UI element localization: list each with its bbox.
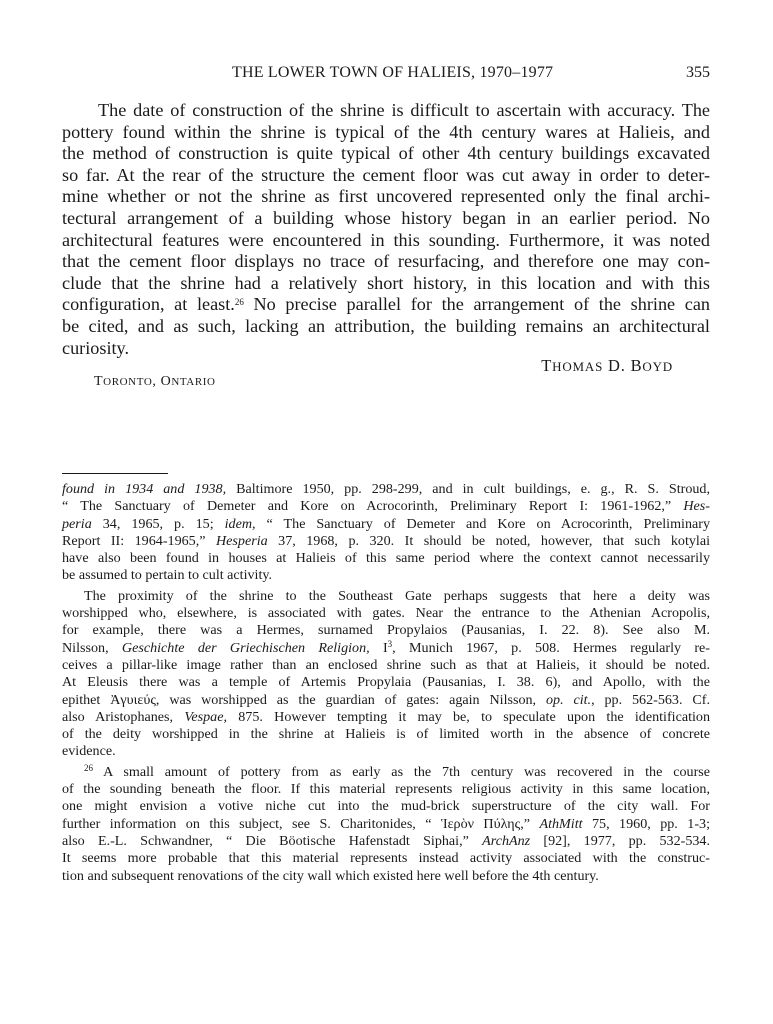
italic-run: idem,	[224, 515, 256, 532]
footnote-line: ceives a pillar-like image rather than an enclosed shrine such as that at Halieis, it should be noted.	[62, 656, 710, 673]
text-run: 34, 1965, p. 15;	[91, 515, 225, 532]
body-line	[62, 294, 710, 316]
text-run: “ The Sanctuary of Demeter and Kore on Acrocorinth, Preliminary Report I: 1961-1962,”	[62, 498, 672, 515]
city-smallcaps: ORONTO	[103, 376, 153, 388]
text-run: ,”	[520, 815, 540, 832]
footnote-line	[62, 481, 710, 498]
italic-run: Hes-	[671, 498, 710, 515]
text-run: also E.-L. Schwandner, “ Die Böotische Hafenstadt Siphai,”	[62, 832, 483, 849]
body-line: clude that the shrine had a relatively short history, in this location and with this	[62, 272, 710, 293]
italic-run: Hesperia	[215, 532, 268, 549]
footnote-line	[62, 764, 710, 781]
footnote-line	[62, 709, 710, 726]
author-initial: T	[541, 356, 553, 375]
body-line: so far. At the rear of the structure the cement floor was cut away in order to deter-	[62, 164, 710, 185]
text-run: Nilsson,	[62, 639, 122, 656]
body-line: that the cement floor displays no trace of resurfacing, and therefore one may con-	[62, 251, 710, 272]
footnote-line: The proximity of the shrine to the Southeast Gate perhaps suggests that here a deity was	[84, 587, 710, 604]
italic-run: peria	[62, 515, 92, 532]
footnote-line	[62, 533, 710, 550]
footnote-line	[62, 516, 710, 533]
text-run: , was worshipped as the guardian of gates: again Nilsson,	[155, 691, 546, 708]
page-number: 355	[686, 64, 710, 81]
footnote-line	[62, 816, 710, 833]
footnote-line: of the sounding beneath the floor. If this material represents religious activity in this same location,	[62, 781, 710, 798]
body-line: tectural arrangement of a building whose history began in an earlier period. No	[62, 207, 710, 228]
text-run: 75, 1960, pp. 1-3;	[582, 815, 710, 832]
footnote-line: have also been found in houses at Halieis of this same period where the context cannot necessarily	[62, 550, 710, 567]
italic-run: op. cit.	[545, 691, 592, 708]
text-run: further information on this subject, see S. Charitonides, “	[62, 815, 441, 832]
body-line: curiosity.	[62, 337, 130, 358]
footnote-line	[62, 640, 710, 657]
text-run: Report II: 1964-1965,”	[62, 532, 216, 549]
italic-run: Geschichte der Griechischen Religion,	[121, 639, 370, 656]
footnote-line: worshipped who, elsewhere, is associated with gates. Near the entrance to the Athenian Acropolis,	[62, 605, 710, 622]
footnote-line	[62, 692, 710, 709]
italic-run: found in 1934 and 1938,	[62, 481, 227, 497]
body-line: pottery found within the shrine is typical of the 4th century wares at Halieis, and	[62, 121, 710, 142]
body-line: mine whether or not the shrine as first uncovered represented only the final archi-	[62, 186, 710, 207]
greek-run: Ἀγυιεύς	[110, 691, 156, 708]
footnote-line: It seems more probable that this material represents instead activity associated with the construc-	[62, 850, 710, 867]
italic-run: ArchAnz	[482, 832, 531, 849]
text-run: , pp. 562-563. Cf.	[591, 691, 711, 708]
running-title: THE LOWER TOWN OF HALIEIS, 1970–1977	[232, 64, 554, 81]
author-smallcaps: OYD	[642, 359, 673, 374]
footnote-line: At Eleusis there was a temple of Artemis Propylaia (Pausanias, I. 38. 6), and Apollo, with the	[62, 674, 710, 691]
footnotes	[62, 481, 710, 885]
separator: ,	[152, 374, 161, 389]
author-name	[541, 356, 673, 376]
footnote-rule	[62, 473, 168, 474]
author-initial: B	[630, 356, 643, 375]
main-paragraph	[62, 100, 710, 359]
body-line: The date of construction of the shrine is difficult to ascertain with accuracy. The	[98, 100, 710, 120]
text-run: I	[369, 639, 388, 656]
text-run: [92], 1977, pp. 532-534.	[530, 832, 710, 849]
running-head	[100, 64, 710, 86]
footnote-number: 26	[84, 762, 93, 773]
footnote-line	[62, 833, 710, 850]
text-run: epithet	[62, 691, 111, 708]
greek-run: Ἱερὸν Πύλης	[440, 815, 521, 832]
city-initial: T	[94, 374, 104, 389]
edition-superscript: 3	[387, 638, 393, 649]
body-text-run: No precise parallel for the arrangement of the shrine can	[243, 294, 711, 315]
footnote-line: evidence.	[62, 743, 116, 760]
text-run: also Aristophanes,	[62, 708, 185, 725]
text-run: A small amount of pottery from as early as the 7th century was recovered in the course	[93, 763, 710, 780]
italic-run: AthMitt	[539, 815, 583, 832]
footnote-line: one might envision a votive niche cut into the mud-brick superstructure of the city wall. For	[62, 798, 710, 815]
body-line: the method of construction is quite typical of other 4th century buildings excavated	[62, 143, 710, 164]
text-run: , Munich 1967, p. 508. Hermes regularly re-	[392, 639, 710, 656]
author-affiliation	[94, 374, 216, 390]
footnote-line: tion and subsequent renovations of the city wall which existed here well before the 4th century.	[62, 867, 599, 884]
region-initial: O	[160, 374, 172, 389]
footnote-line	[62, 498, 710, 515]
italic-run: Vespae,	[184, 708, 227, 725]
text-run: “ The Sanctuary of Demeter and Kore on Acrocorinth, Preliminary	[255, 515, 710, 532]
region-smallcaps: NTARIO	[171, 376, 216, 388]
text-run: Baltimore 1950, pp. 298-299, and in cult buildings, e. g., R. S. Stroud,	[226, 481, 710, 497]
body-text-run: configuration, at least.	[62, 294, 235, 315]
text-run: 37, 1968, p. 320. It should be noted, however, that such kotylai	[267, 532, 710, 549]
author-smallcaps: HOMAS	[552, 359, 604, 374]
text-run: 875. However tempting it may be, to speculate upon the identification	[227, 708, 711, 725]
body-line: architectural features were encountered in this sounding. Furthermore, it was noted	[62, 229, 710, 250]
footnote-line: of the deity worshipped in the shrine at Halieis is of limited worth in the absence of concrete	[62, 726, 710, 743]
footnote-ref[interactable]: 26	[234, 297, 244, 308]
footnote-line: be assumed to pertain to cult activity.	[62, 567, 273, 584]
author-middle: D.	[603, 356, 631, 375]
body-line: be cited, and as such, lacking an attribution, the building remains an architectural	[62, 315, 710, 336]
footnote-line: for example, there was a Hermes, surnamed Propylaios (Pausanias, I. 22. 8). See also M.	[62, 622, 710, 639]
